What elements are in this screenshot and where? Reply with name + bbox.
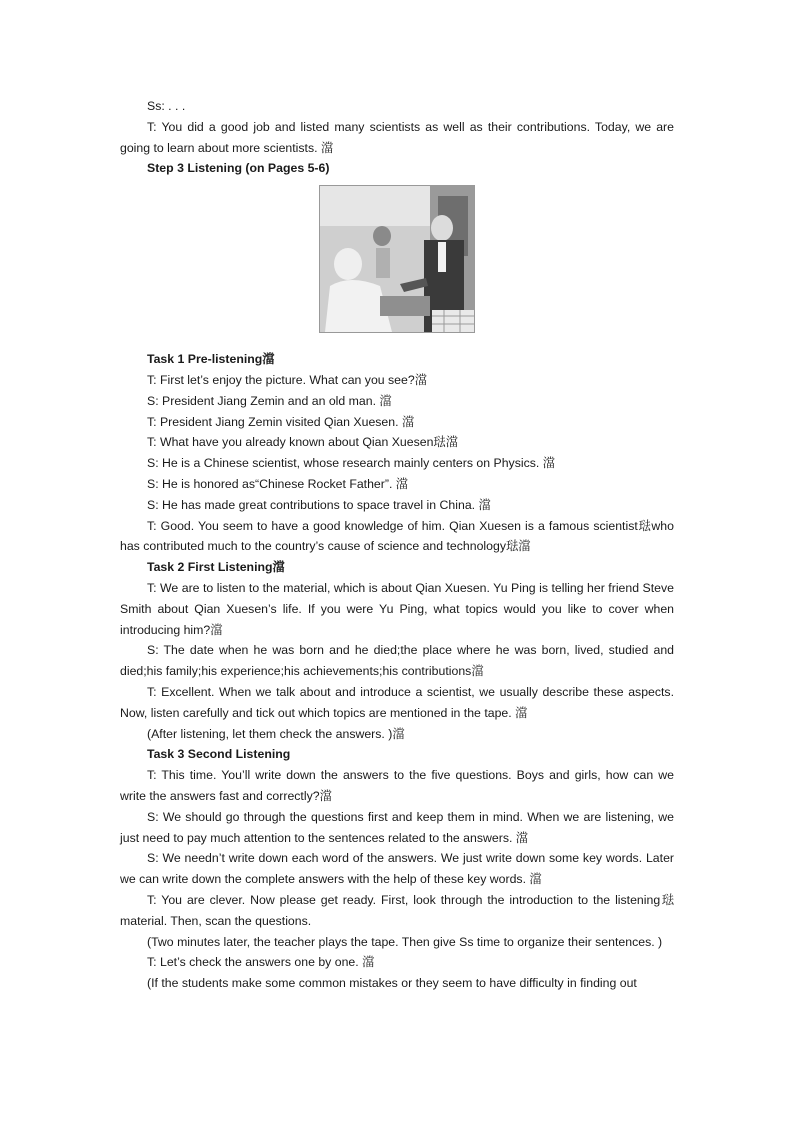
section-heading: Step 3 Listening (on Pages 5-6) xyxy=(147,161,330,176)
paragraph: S: We should go through the questions first and keep them in mind. When we are listening, we just need to pay much attention to the sentences related to the answers. 澢 xyxy=(120,809,674,845)
section-heading: Task 1 Pre-listening澢 xyxy=(147,352,275,367)
document-page xyxy=(120,96,674,994)
paragraph: S: We needn’t write down each word of the answers. We just write down some key words. Later we can write down the complete answers with the help of these key words. 澢 xyxy=(120,851,674,887)
section-heading: Task 3 Second Listening xyxy=(147,747,291,762)
paragraph: (If the students make some common mistakes or they seem to have difficulty in finding out xyxy=(147,976,637,991)
paragraph: T: Excellent. When we talk about and introduce a scientist, we usually describe these aspects. Now, listen carefully and tick out which topics are mentioned in the tape. 澢 xyxy=(120,684,674,720)
paragraph: (Two minutes later, the teacher plays the tape. Then give Ss time to organize their sentences. ) xyxy=(147,934,663,949)
paragraph: T: We are to listen to the material, which is about Qian Xuesen. Yu Ping is telling her friend Steve Smith about Qian Xuesen’s life. If you were Yu Ping, what topics would you like to cover when introducing him?澢 xyxy=(120,580,674,637)
photo-qian-xuesen-visit xyxy=(319,185,475,333)
paragraph: T: This time. You’ll write down the answers to the five questions. Boys and girls, how can we write the answers fast and correctly?澢 xyxy=(120,768,674,803)
photo-image xyxy=(320,186,474,332)
paragraph: T: First let’s enjoy the picture. What can you see?澢 xyxy=(147,372,427,387)
paragraph: T: You are clever. Now please get ready. First, look through the introduction to the listening琺material. Then, scan the questions. xyxy=(120,892,674,928)
paragraph: S: He is honored as“Chinese Rocket Father”. 澢 xyxy=(147,476,409,491)
section-heading: Task 2 First Listening澢 xyxy=(147,560,285,575)
paragraph: T: Good. You seem to have a good knowledge of him. Qian Xuesen is a famous scientist琺who has contributed much to the country’s cause of science and technology琺澢 xyxy=(120,518,674,554)
paragraph: T: Let’s check the answers one by one. 澢 xyxy=(147,955,375,970)
paragraph: T: You did a good job and listed many scientists as well as their contributions. Today, we are going to learn about more scientists. 澢 xyxy=(120,119,674,155)
paragraph: S: The date when he was born and he died;the place where he was born, lived, studied and died;his family;his experience;his achievements;his contributions澢 xyxy=(120,643,674,679)
paragraph: (After listening, let them check the answers. )澢 xyxy=(147,726,405,741)
paragraph: S: He is a Chinese scientist, whose research mainly centers on Physics. 澢 xyxy=(147,456,556,471)
paragraph: T: President Jiang Zemin visited Qian Xuesen. 澢 xyxy=(147,414,415,429)
text-block-bottom xyxy=(120,349,674,994)
paragraph: Ss: . . . xyxy=(147,99,186,113)
paragraph: S: He has made great contributions to space travel in China. 澢 xyxy=(147,497,491,512)
paragraph: T: What have you already known about Qian Xuesen琺澢 xyxy=(147,435,459,450)
text-block-top xyxy=(120,96,674,179)
paragraph: S: President Jiang Zemin and an old man. 澢 xyxy=(147,393,392,408)
